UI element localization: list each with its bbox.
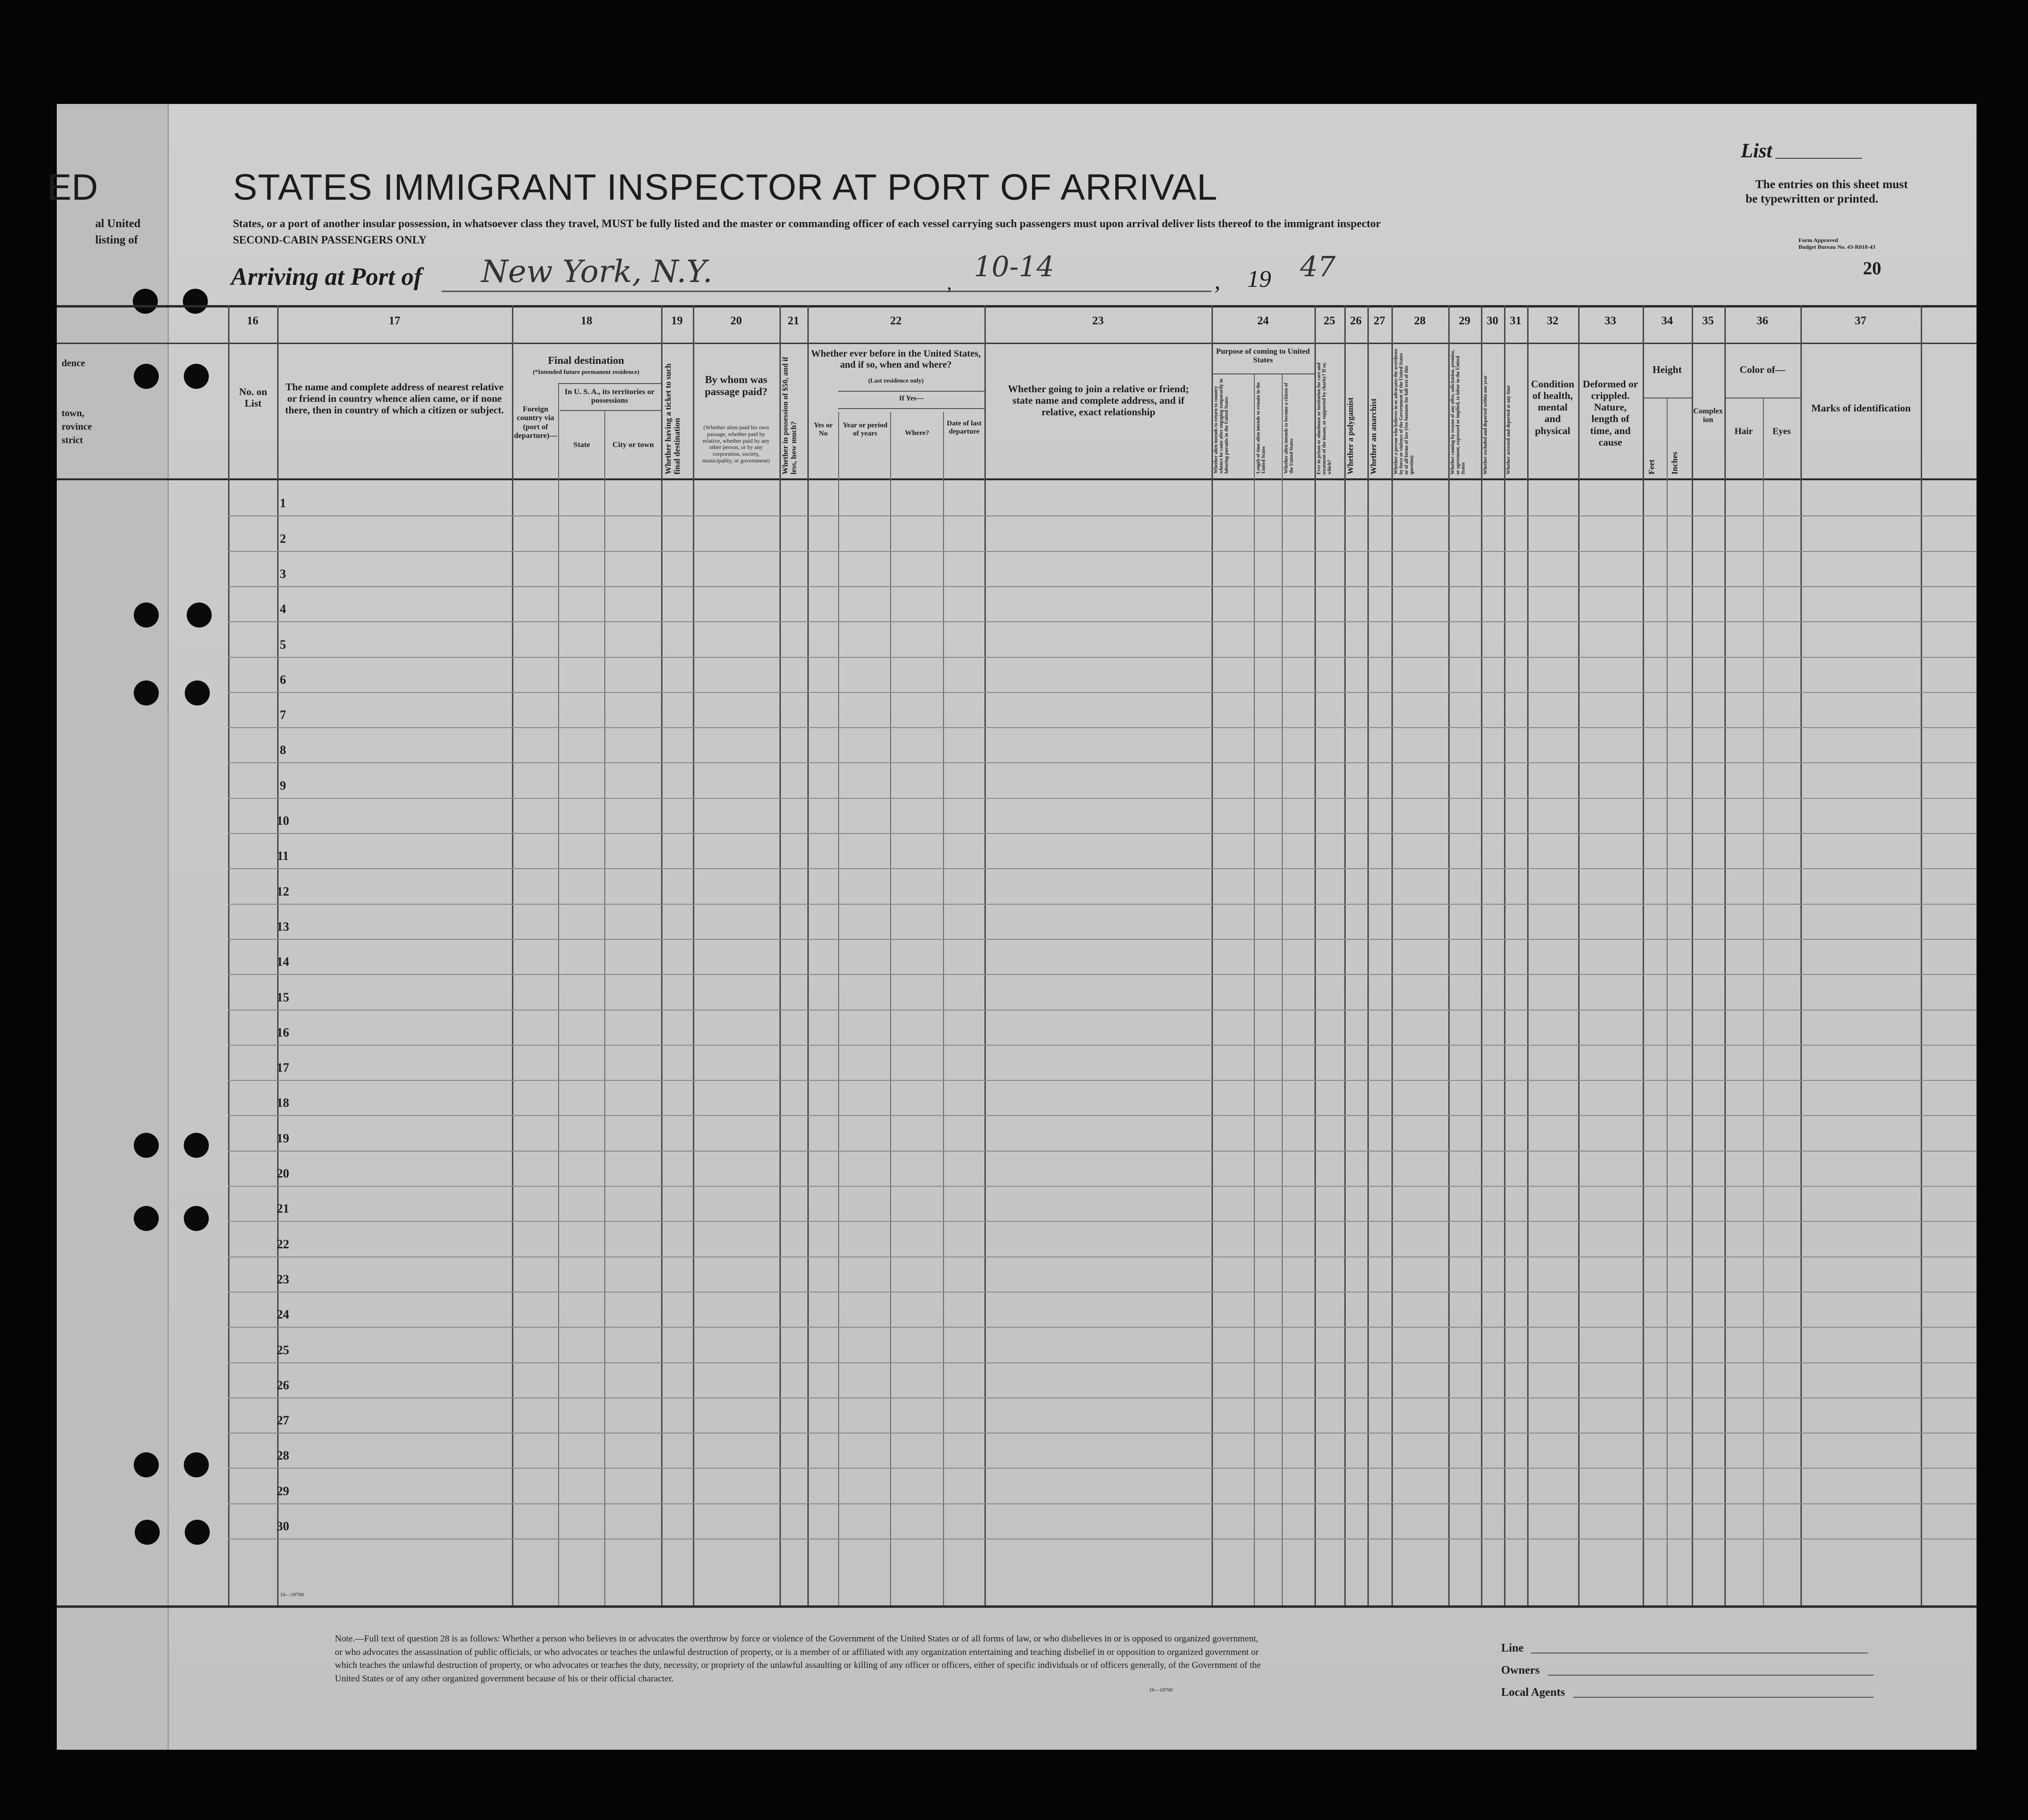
col22-if-yes: If Yes— [899,395,924,402]
punch-hole [135,1520,160,1545]
table-row-line [228,1045,1977,1046]
col20-header: By whom was passage paid? [704,373,768,398]
col36-hair: Hair [1735,426,1753,436]
row-number: 25 [277,1343,289,1357]
col18-note: (*Intended future permanent residence) [533,368,639,375]
punch-hole [183,289,208,314]
table-row-line [228,621,1977,622]
column-number: 35 [1702,315,1714,327]
table-row-line [228,692,1977,693]
budget-bureau-number: Budget Bureau No. 43-R018-43 [1798,244,1875,250]
col25-header: Ever in prison or almshouse or institution for care and treatment of the insane, or supported by charity? If so, which? [1316,362,1332,474]
left-strip-text-1: dence [62,358,85,369]
col18-state: State [573,441,590,449]
col18-foreign-country: Foreign country via (port of departure)— [514,405,557,440]
col32-header: Condition of health, mental and physical [1531,378,1574,436]
table-row-line [228,1538,1977,1539]
table-row-line [228,1362,1977,1363]
table-row-line [228,1503,1977,1504]
row-number: 13 [277,920,289,934]
punch-hole [134,602,159,628]
column-number: 24 [1257,315,1269,327]
col35-header: Complexion [1693,407,1723,424]
col27-header: Whether an anarchist [1369,398,1378,474]
column-number: 16 [247,315,258,327]
col34-header: Height [1652,364,1682,375]
punch-hole [184,1133,209,1158]
col24-length: Length of time alien intends to remain in the United States [1256,382,1266,474]
column-number: 17 [389,315,400,327]
table-row-line [228,762,1977,763]
row-number: 14 [277,955,289,969]
col18-title: Final destination [548,354,625,366]
col34-feet: Feet [1647,459,1656,474]
print-code: 16—18700 [280,1592,304,1598]
year-prefix: 19 [1247,265,1271,292]
col31-header: Whether arrested and deported at any time [1506,385,1511,474]
table-row-line [228,868,1977,869]
col21-header: Whether in possession of $50, and if less, how much? [781,357,798,474]
punch-hole [133,289,158,314]
row-number: 12 [277,884,289,898]
list-label: List [1741,140,1773,162]
table-row-line [228,1397,1977,1398]
table-row-line [228,1433,1977,1434]
column-number: 31 [1510,315,1521,327]
row-number: 19 [277,1131,289,1145]
row-number: 29 [277,1484,289,1498]
table-row-line [228,657,1977,658]
row-number: 16 [277,1025,289,1039]
row-number: 23 [277,1272,289,1286]
column-number: 29 [1459,315,1470,327]
column-number: 26 [1350,315,1362,327]
punch-hole [134,1206,159,1231]
punch-hole [187,602,212,628]
column-number: 34 [1661,315,1673,327]
table-row-line [228,551,1977,552]
left-strip-text-3: rovince [62,422,92,432]
punch-hole [185,680,210,705]
punch-hole [134,680,159,705]
column-number: 32 [1547,315,1558,327]
row-number: 17 [277,1061,289,1075]
second-cabin-label: SECOND-CABIN PASSENGERS ONLY [233,234,427,246]
local-agents-label: Local Agents [1501,1686,1565,1699]
column-number: 28 [1414,315,1426,327]
left-fragment-line-1: al United [95,218,141,230]
col18-city: City or town [612,441,654,449]
col22-date: Date of last departure [946,420,982,436]
table-row-line [228,1221,1977,1222]
col29-header: Whether coming by reason of any offer, solicitation, promise, or agreement, expressed or implied, to labor in the United States [1450,349,1466,474]
table-row-line [228,833,1977,834]
col20-note: (Whether alien paid his own passage, whether paid by relative, whether paid by any other person, or by any corporation, society, municipality, or government) [702,424,770,464]
row-number: 30 [277,1519,289,1533]
table-row-line [228,939,1977,940]
footer-print-code: 16—18700 [1149,1687,1173,1693]
column-number: 30 [1487,315,1498,327]
column-number: 18 [581,315,592,327]
table-row-line [228,1115,1977,1116]
col37-header: Marks of identification [1811,402,1911,414]
line-label: Line [1501,1642,1524,1654]
row-number: 28 [277,1448,289,1462]
column-number: 27 [1374,315,1385,327]
left-fragment-line-2: listing of [95,234,138,246]
left-page-fragment [47,104,169,1750]
left-title-fragment: ED [47,167,98,208]
table-row-line [228,904,1977,905]
row-number: 26 [277,1378,289,1392]
col36-header: Color of— [1739,364,1786,375]
table-row-line [228,586,1977,587]
column-number: 37 [1855,315,1866,327]
sheet-number: 20 [1863,258,1881,279]
form-approved: Form Approved [1798,237,1838,244]
port-underline [442,291,952,292]
col16-header: No. on List [239,386,268,410]
col23-header: Whether going to join a relative or friend; state name and complete address, and if relative, exact relationship [1008,383,1189,418]
column-number: 36 [1757,315,1768,327]
table-row-line [228,1010,1977,1011]
col33-header: Deformed or crippled. Nature, length of time, and cause [1582,378,1638,448]
column-number: 20 [730,315,742,327]
col22-title: Whether ever before in the United States, and if so, when and where? [811,348,981,370]
row-number: 4 [280,602,286,616]
punch-hole [184,1452,209,1477]
row-number: 10 [277,814,289,828]
table-row-line [228,1468,1977,1469]
page-subtitle: States, or a port of another insular possession, in whatsoever class they travel, MUST be fully listed and the master or commanding officer of each vessel carrying such passengers must upon arrival deliver lists thereof to the immigrant inspector [233,218,1381,230]
col24-return: Whether alien intends to return to country whence he came after engaging temporarily in laboring pursuits in the United States [1213,379,1229,474]
col30-header: Whether excluded and deported within one year [1483,375,1488,474]
row-number: 2 [280,532,286,546]
table-row-line [228,1186,1977,1187]
entries-note-line-1: The entries on this sheet must [1755,178,1908,191]
column-number: 22 [890,315,902,327]
manifest-sheet: ED al United listing of dence town, rovince strict STATES IMMIGRANT INSPECTOR AT PORT OF ARRIVAL States, or a port of another insular possession, in whatsoever class they travel, MUST be fully listed and the master or commanding officer of each vessel carrying such passengers must upon arrival deliver lists thereof to the immigrant inspector SECOND-CABIN PASSENGERS ONLY List The entries on this sheet must be typewritten or printed. Form Approved Budget Bureau No. 43-R018-43 20 Arriving at Port of New York, N.Y. , 10-14 , 19 47 16 17 18 19 20 21 22 23 24 25 26 27 28 29 30 31 32 33 34 35 36 37 No. on List The name and complete address of nearest relative or friend in country whence alien came, or if none there, then in country of which a citizen or subject. Final destination (*Intended future permanent residence) Foreign country via (port of departure)— In U. S. A., its territories or possessions State City or town Whether having a ticket to such final destination By whom was passage paid? (Whether alien paid his own passage, whether paid by relative, whether paid by any other person, or by any corporation, society, municipality, or government) Whether in possession of $50, and if less, how much? Whether ever before in the United States, and if so, when and where? (Last residence only) If Yes— Yes or No Year or period of years Where? Date of last departure Whether going to join a relative or friend; state name and complete address, and if relative, exact relationship Purpose of coming to United States Whether alien intends to return to country whence he came after engaging temporarily in laboring pursuits in the United States Length of time alien intends to remain in the United States Whether alien intends to become a citizen of the United States Ever in prison or almshouse or institution for care and treatment of the insane, or supported by charity? If so, which? Whether a polygamist Whether an anarchist Whether a person who believes in or advocates the overthrow by force or violence of the Government of the United States or of all forms of law (See footnote for full text of this question) Whether coming by reason of any offer, solicitation, promise, or agreement, expressed or implied, to labor in the United States Whether excluded and deported within one year Whether arrested and deported at any time Condition of health, mental and physical Deformed or crippled. Nature, length of time, and cause Height Feet Inches Complexion Color of— Hair Eyes Marks of identification 1 2 3 4 5 6 7 8 9 10 11 12 13 14 15 16 17 18 19 20 21 22 23 24 25 26 27 28 29 30 16—18700 Note.—Full text of question 28 is as follows: Whether a person who believes in or advocates the overthrow by force or violence of the Government of the United States or of all forms of law, or who disbelieves in or is opposed to organized government, or who advocates the assassination of public officials, or who advocates or teaches the unlawful destruction of property, or is a member of or affiliated with any organization entertaining and teaching disbelief in or opposition to organized government or which teaches the unlawful destruction of property, or who advocates or teaches the duty, necessity, or propriety of the unlawful assaulting or killing of any officer or officers, either of specific individuals or of officers generally, of the Government of the United States or of any other organized government because of his or their official character. 16—18700 Line Owners Local Agents [57,104,1977,1750]
row-number: 11 [277,849,289,863]
date-handwritten: 10-14 [974,250,1055,283]
table-row-line [228,1327,1977,1328]
row-number: 18 [277,1096,289,1110]
punch-hole [184,364,209,389]
col18-usa: In U. S. A., its territories or possessions [564,388,655,405]
row-number: 27 [277,1413,289,1427]
left-strip-text-4: strict [62,435,83,446]
punch-hole [134,364,159,389]
table-row-line [228,1080,1977,1081]
row-number: 7 [280,708,286,722]
row-number: 20 [277,1166,289,1180]
row-number: 24 [277,1307,289,1321]
row-number: 15 [277,990,289,1004]
col26-header: Whether a polygamist [1346,397,1355,474]
row-number: 9 [280,779,286,793]
punch-hole [184,1206,209,1231]
page-title: STATES IMMIGRANT INSPECTOR AT PORT OF ARRIVAL [233,167,1218,208]
entries-note-line-2: be typewritten or printed. [1746,192,1878,205]
col36-eyes: Eyes [1773,426,1791,436]
punch-hole [185,1520,210,1545]
col22-yes-no: Yes or No [814,422,833,438]
punch-hole [134,1133,159,1158]
col22-note: (Last residence only) [868,377,924,384]
port-handwritten: New York, N.Y. [481,254,713,290]
punch-hole [134,1452,159,1477]
column-number: 25 [1324,315,1335,327]
column-number: 21 [788,315,799,327]
table-row-line [228,515,1977,516]
date-underline [952,291,1212,292]
row-number: 3 [280,567,286,581]
year-handwritten: 47 [1300,250,1336,283]
row-number: 1 [280,496,286,510]
column-number: 33 [1605,315,1616,327]
owners-label: Owners [1501,1664,1540,1677]
col24-citizen: Whether alien intends to become a citizen of the United States [1284,383,1294,474]
col17-header: The name and complete address of nearest relative or friend in country whence alien came, or if none there, then in country of which a citizen or subject. [285,381,504,416]
left-strip-text-2: town, [62,408,85,419]
table-row-line [228,1151,1977,1152]
column-number: 19 [671,315,683,327]
row-number: 6 [280,673,286,687]
table-row-line [228,974,1977,975]
row-number: 5 [280,638,286,652]
table-row-line [228,727,1977,728]
table-row-line [228,1256,1977,1257]
col22-where: Where? [905,429,930,437]
table-row-line [228,798,1977,799]
column-number: 23 [1092,315,1104,327]
row-number: 21 [277,1202,289,1216]
question-28-footnote: Note.—Full text of question 28 is as follows: Whether a person who believes in or advocates the overthrow by force or violence of the Government of the United States or of all forms of law, or who disbelieves in or is opposed to organized government, or who advocates the assassination of public officials, or who advocates or teaches the unlawful destruction of property, or is a member of or affiliated with any organization entertaining and teaching disbelief in or opposition to organized government or which teaches the unlawful destruction of property, or who advocates or teaches the duty, necessity, or propriety of the unlawful assaulting or killing of any officer or officers, either of specific individuals or of officers generally, of the Government of the United States or of any other organized government because of his or their official character. [335,1634,1261,1684]
table-row-line [228,1292,1977,1293]
row-number: 22 [277,1237,289,1251]
arriving-label: Arriving at Port of [231,263,422,291]
col34-inches: Inches [1670,451,1679,474]
col24-title: Purpose of coming to United States [1216,347,1310,365]
col19-header: Whether having a ticket to such final destination [663,363,682,474]
col28-header: Whether a person who believes in or advocates the overthrow by force or violence of the Government of the United States or of all forms of law (See footnote for full text of this question) [1393,348,1415,474]
col22-year: Year or period of years [842,422,888,438]
row-number: 8 [280,743,286,757]
